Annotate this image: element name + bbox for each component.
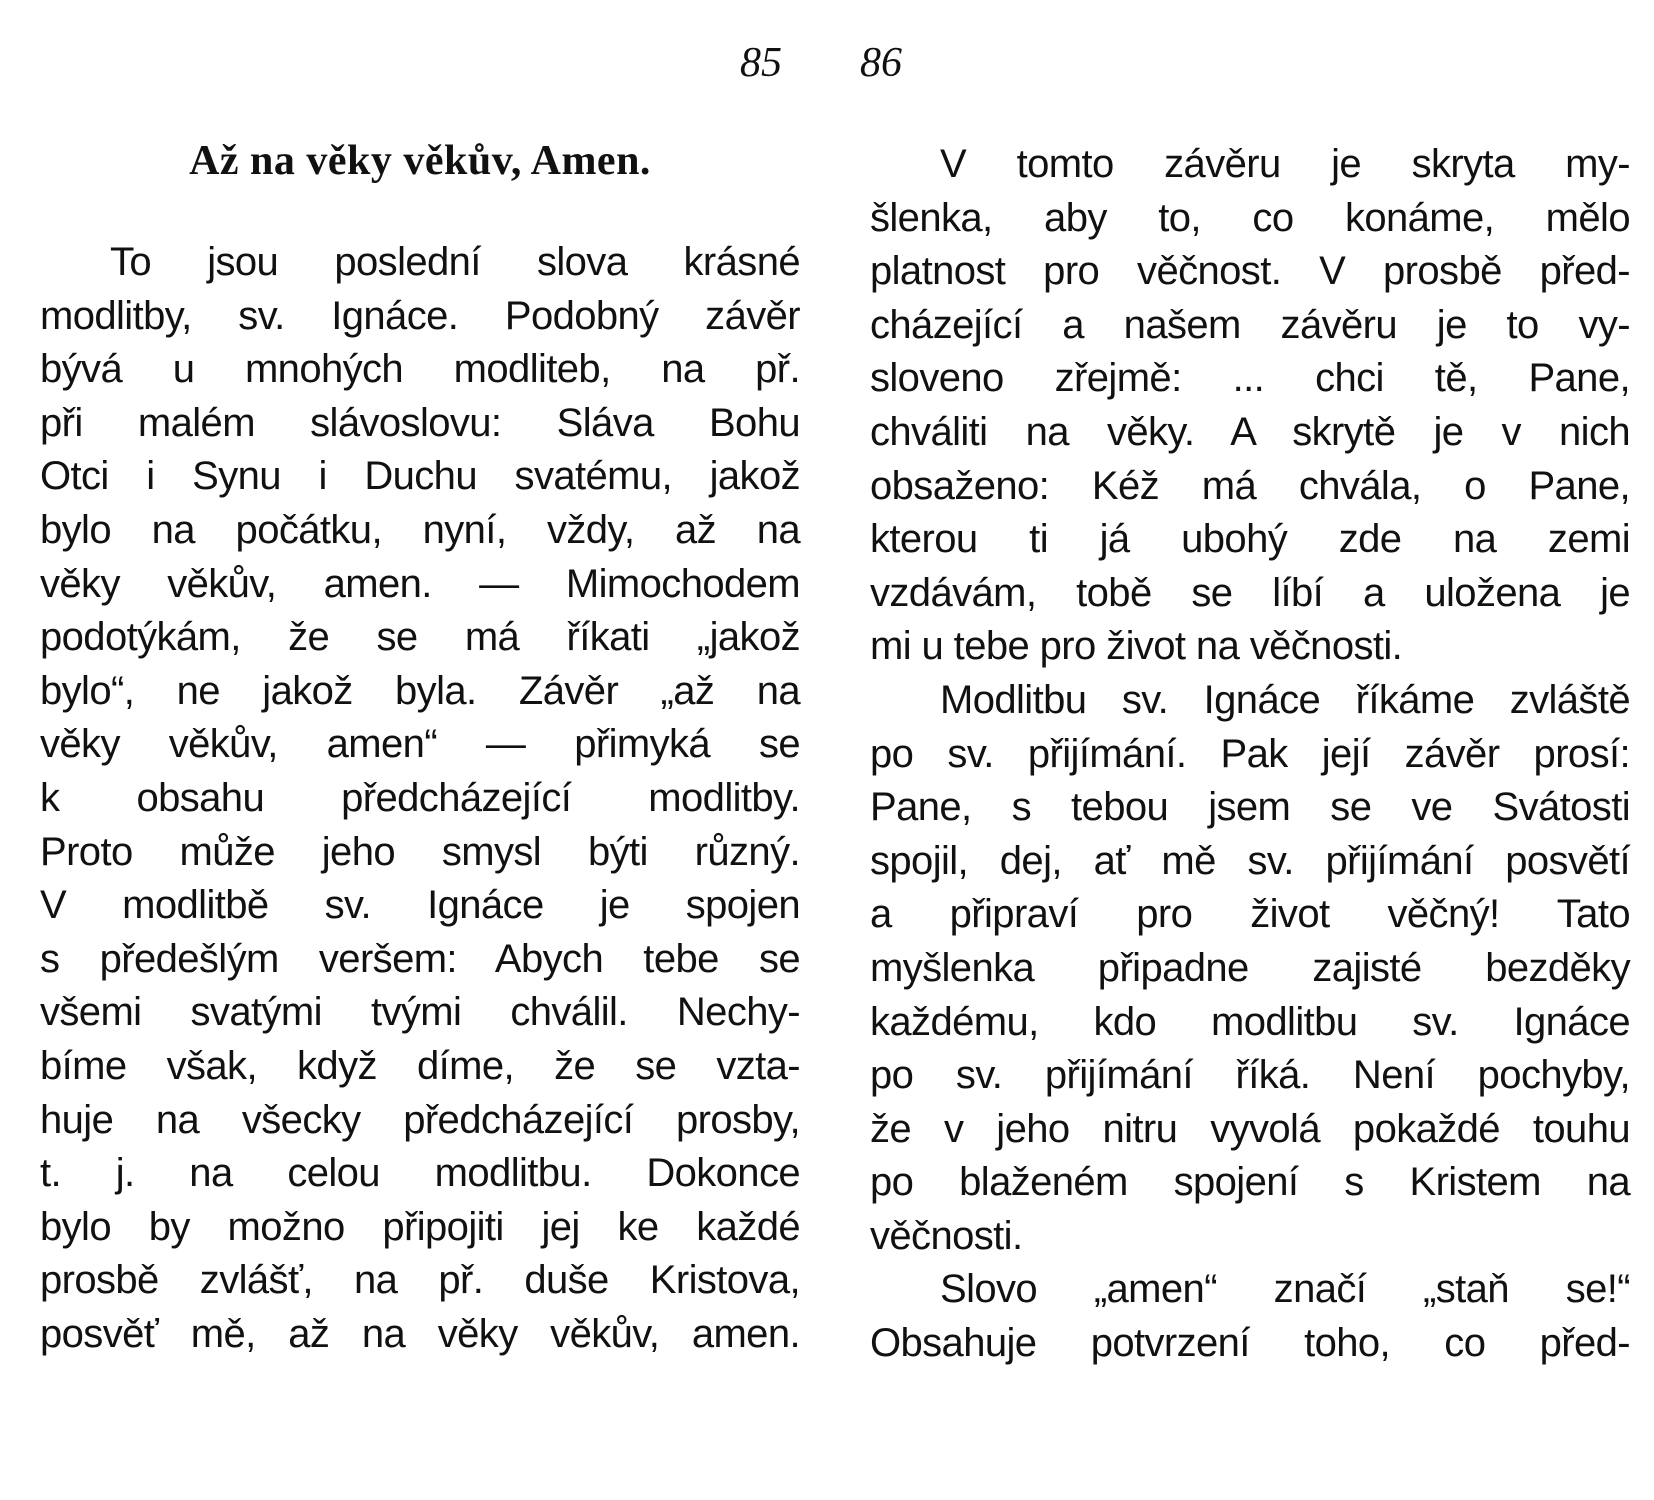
text-line: šlenka, aby to, co konáme, mělo	[870, 195, 1630, 240]
text-line: s předešlým veršem: Abych tebe se	[40, 936, 800, 981]
page-number-left: 85	[740, 40, 782, 86]
text-line: všemi svatými tvými chválil. Nechy-	[40, 990, 800, 1035]
text-line: věky věkův, amen“ — přimyká se	[40, 722, 800, 767]
text-line: bývá u mnohých modliteb, na př.	[40, 347, 800, 392]
text-line: platnost pro věčnost. V prosbě před-	[870, 249, 1630, 294]
text-line: Pane, s tebou jsem se ve Svátosti	[870, 785, 1630, 830]
text-line: po blaženém spojení s Kristem na	[870, 1160, 1630, 1205]
text-line: huje na všecky předcházející prosby,	[40, 1097, 800, 1142]
text-line: posvěť mě, až na věky věkův, amen.	[40, 1311, 800, 1356]
text-line: V modlitbě sv. Ignáce je spojen	[40, 883, 800, 928]
text-line: Slovo „amen“ značí „staň se!“	[940, 1267, 1630, 1312]
text-line: chváliti na věky. A skrytě je v nich	[870, 409, 1630, 454]
text-line: myšlenka připadne zajisté bezděky	[870, 945, 1630, 990]
text-line: kterou ti já ubohý zde na zemi	[870, 517, 1630, 562]
page-number-right: 86	[860, 40, 902, 86]
text-line: Proto může jeho smysl býti různý.	[40, 829, 800, 874]
text-line: bylo“, ne jakož byla. Závěr „až na	[40, 668, 800, 713]
text-line: k obsahu předcházející modlitby.	[40, 775, 800, 820]
text-line: t. j. na celou modlitbu. Dokonce	[40, 1151, 800, 1196]
text-line: že v jeho nitru vyvolá pokaždé touhu	[870, 1106, 1630, 1151]
text-line: podotýkám, že se má říkati „jakož	[40, 615, 800, 660]
right-page	[860, 0, 1630, 1500]
text-line: věky věkův, amen. — Mimochodem	[40, 561, 800, 606]
text-line: To jsou poslední slova krásné	[110, 240, 800, 284]
text-line: cházející a našem závěru je to vy-	[870, 302, 1630, 347]
right-page-text	[870, 138, 1630, 1371]
text-line: Otci i Synu i Duchu svatému, jakož	[40, 454, 800, 499]
text-line: věčnosti.	[870, 1213, 1023, 1258]
text-line: po sv. přijímání říká. Není pochyby,	[870, 1053, 1630, 1098]
text-line: V tomto závěru je skryta my-	[940, 142, 1630, 186]
text-line: sloveno zřejmě: ... chci tě, Pane,	[870, 356, 1630, 401]
chapter-heading: Až na věky věkův, Amen.	[189, 138, 651, 184]
text-line: bylo na počátku, nyní, vždy, až na	[40, 507, 800, 552]
text-line: spojil, dej, ať mě sv. přijímání posvětí	[870, 838, 1630, 883]
text-line: při malém slávoslovu: Sláva Bohu	[40, 400, 800, 445]
text-line: Modlitbu sv. Ignáce říkáme zvláště	[940, 677, 1630, 722]
text-line: modlitby, sv. Ignáce. Podobný závěr	[40, 293, 800, 338]
text-line: mi u tebe pro život na věčnosti.	[870, 624, 1403, 669]
left-page-text	[40, 236, 800, 1361]
text-line: každému, kdo modlitbu sv. Ignáce	[870, 999, 1630, 1044]
text-line: obsaženo: Kéž má chvála, o Pane,	[870, 463, 1630, 508]
text-line: prosbě zvlášť, na př. duše Kristova,	[40, 1258, 800, 1303]
text-line: bylo by možno připojiti jej ke každé	[40, 1204, 800, 1249]
text-line: bíme však, když díme, že se vzta-	[40, 1043, 800, 1088]
text-line: po sv. přijímání. Pak její závěr prosí:	[870, 731, 1630, 776]
text-line: vzdávám, tobě se líbí a uložena je	[870, 570, 1630, 615]
text-line: Obsahuje potvrzení toho, co před-	[870, 1321, 1630, 1366]
left-page	[40, 0, 800, 1500]
text-line: a připraví pro život věčný! Tato	[870, 892, 1630, 937]
